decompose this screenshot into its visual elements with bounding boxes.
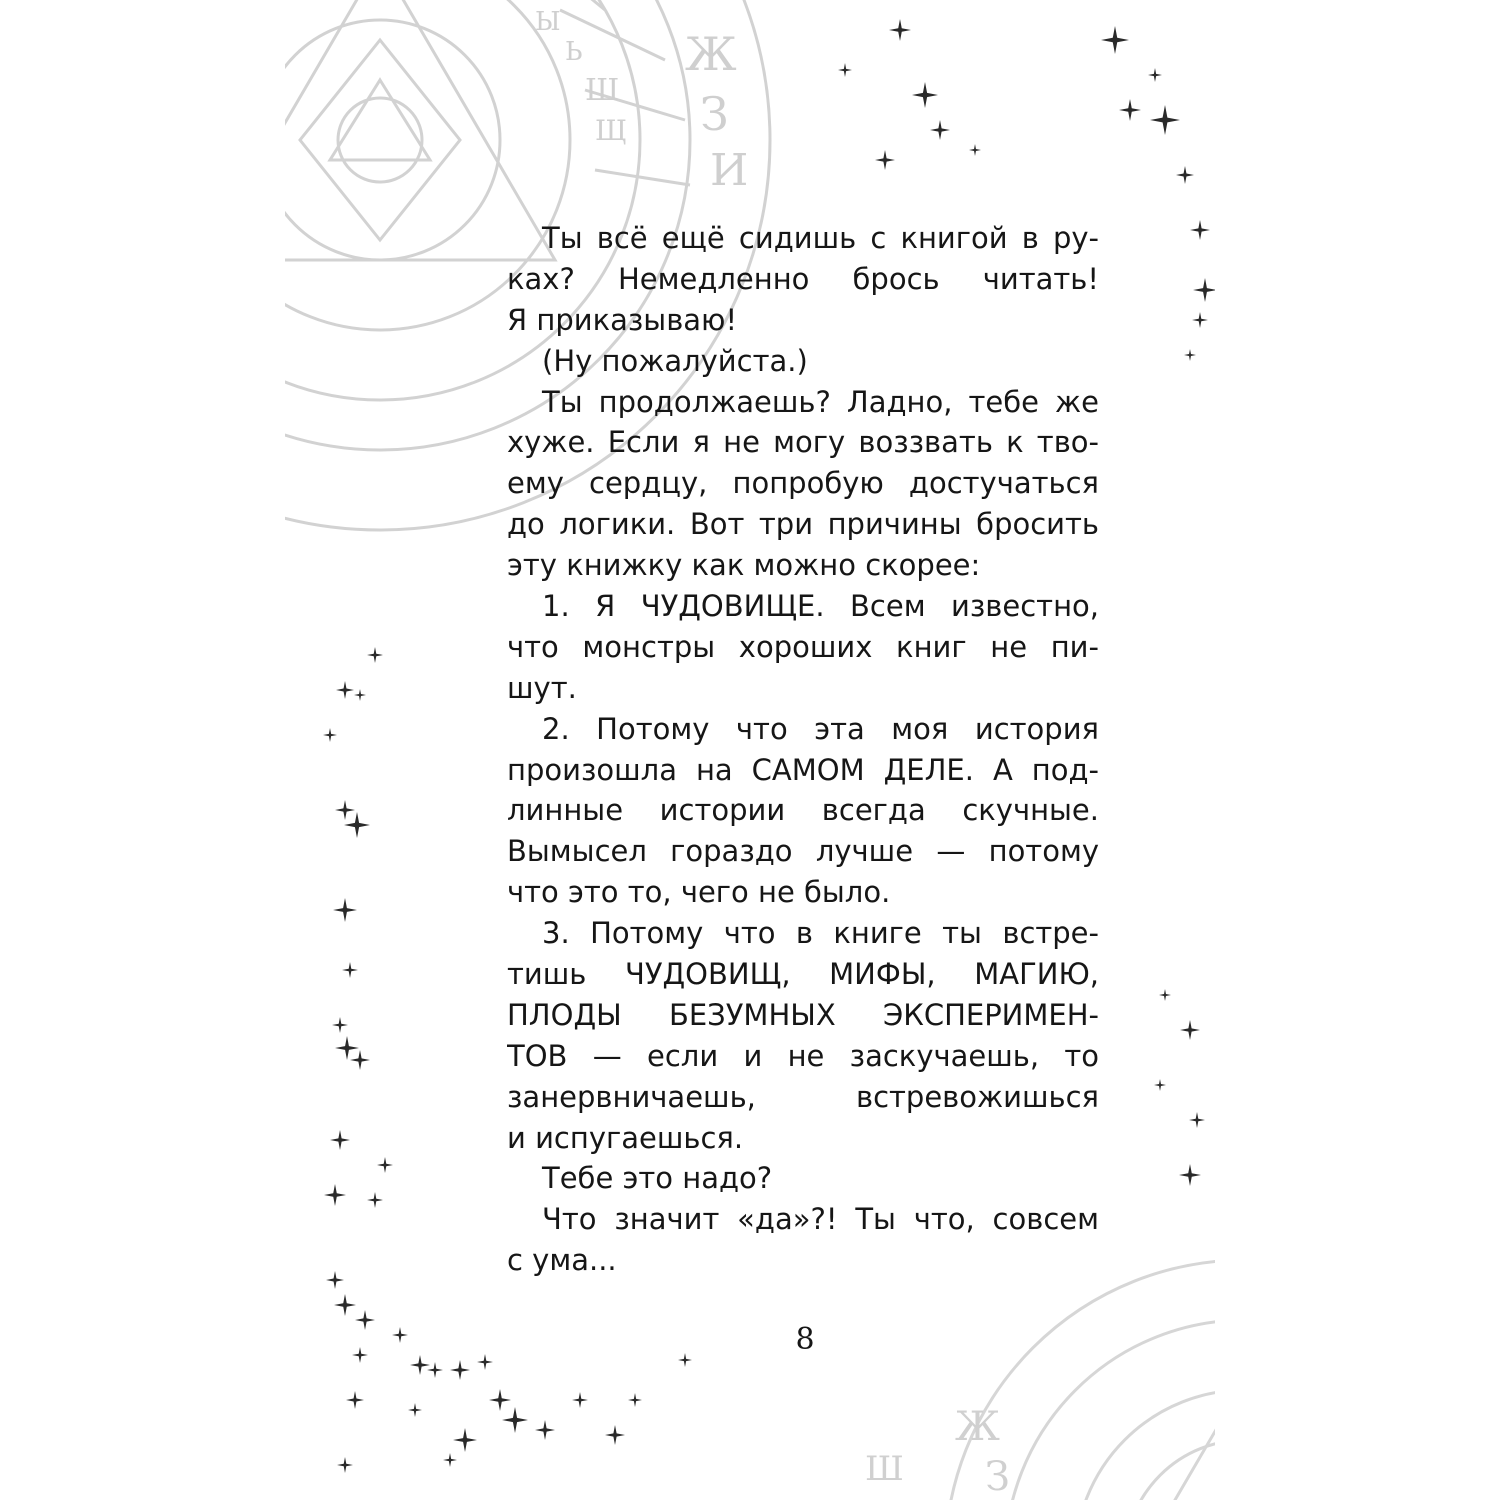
text-line: шут. (507, 670, 577, 705)
text-line: что монстры хороших книг не пи- (507, 629, 1099, 664)
wheel-letter: Ш (865, 1449, 904, 1489)
text-line: Что значит «да»?! Ты что, совсем (542, 1202, 1099, 1237)
text-line: хуже. Если я не могу воззвать к тво- (507, 425, 1099, 460)
text-line: занервничаешь, встревожишься (507, 1079, 1099, 1114)
text-line: тишь ЧУДОВИЩ, МИФЫ, МАГИЮ, (507, 957, 1099, 992)
text-line: эту книжку как можно скорее: (507, 548, 981, 583)
body-text (507, 218, 1099, 1281)
wheel-letter: Ы (535, 7, 561, 37)
text-line: Вымысел гораздо лучше — потому (507, 834, 1099, 869)
text-line: 3. Потому что в книге ты встре- (542, 916, 1099, 951)
text-line: ТОВ — если и не заскучаешь, то (507, 1038, 1099, 1073)
text-line: ПЛОДЫ БЕЗУМНЫХ ЭКСПЕРИМЕН- (507, 997, 1099, 1032)
text-line: Ты всё ещё сидишь с книгой в ру- (542, 221, 1099, 255)
wheel-letter: Ь (565, 37, 583, 67)
wheel-letter: И (710, 145, 749, 196)
wheel-letter: Ш (585, 73, 620, 108)
text-line: и испугаешься. (507, 1120, 744, 1155)
text-line: что это то, чего не было. (507, 875, 891, 910)
text-line: 1. Я ЧУДОВИЩЕ. Всем известно, (542, 589, 1099, 624)
text-line: (Ну пожалуйста.) (542, 343, 808, 378)
text-line: ему сердцу, попробую достучаться (507, 466, 1099, 501)
text-line: с ума... (507, 1243, 617, 1278)
wheel-letter: З (700, 87, 729, 141)
text-line: Ты продолжаешь? Ладно, тебе же (542, 384, 1099, 419)
text-line: произошла на САМОМ ДЕЛЕ. А под- (507, 752, 1099, 787)
wheel-letter: Ж (685, 27, 737, 81)
text-line: 2. Потому что эта моя история (542, 711, 1099, 746)
page-number: 8 (795, 1322, 815, 1357)
text-line: линные истории всегда скучные. (507, 793, 1099, 828)
book-page (285, 0, 1215, 1500)
wheel-letter: Щ (595, 114, 627, 147)
text-line: ках? Немедленно брось читать! (507, 261, 1099, 296)
text-line: Я приказываю! (507, 302, 738, 337)
text-line: Тебе это надо? (542, 1161, 773, 1196)
wheel-letter: З (985, 1454, 1010, 1500)
wheel-letter: Ж (955, 1404, 1000, 1450)
text-line: до логики. Вот три причины бросить (507, 507, 1099, 542)
